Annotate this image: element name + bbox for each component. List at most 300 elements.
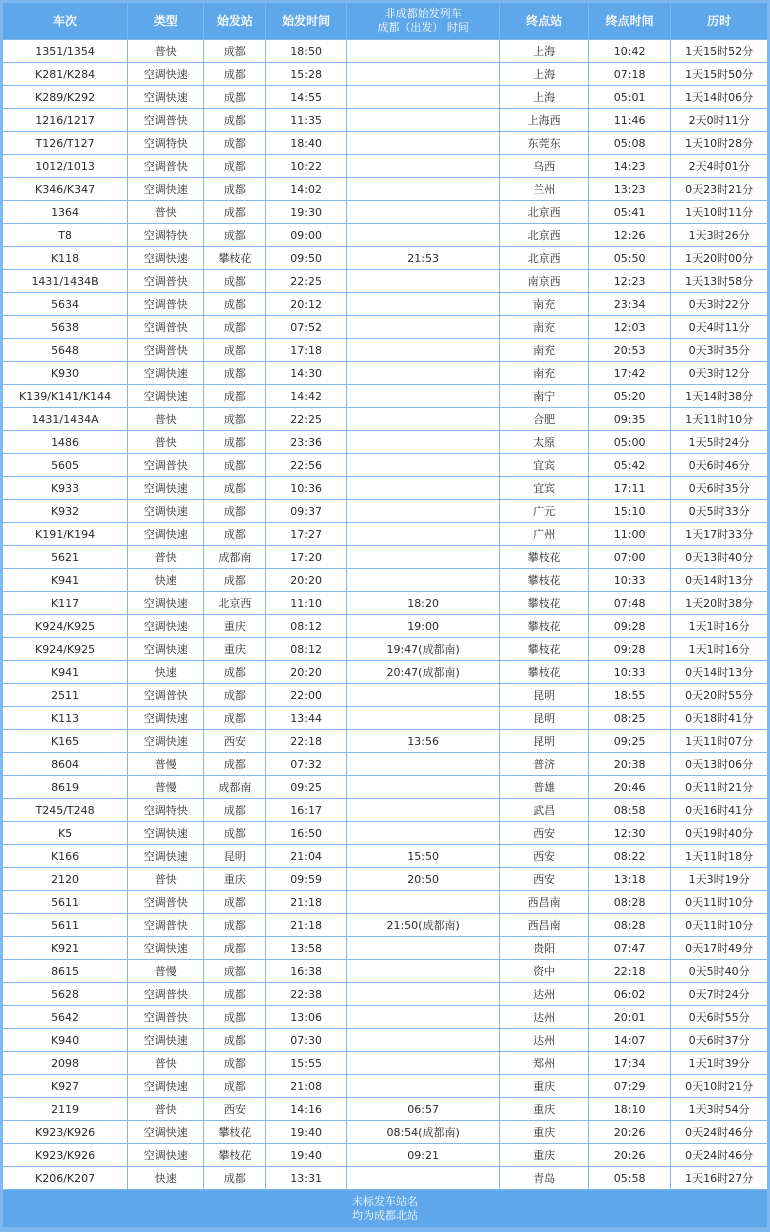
cell-depart-time: 16:17 [266, 799, 345, 821]
cell-origin-station: 成都 [204, 408, 265, 430]
cell-chengdu-departure-time: 08:54(成都南) [347, 1121, 500, 1143]
cell-arrive-time: 18:10 [589, 1098, 670, 1120]
table-row [3, 523, 767, 545]
cell-terminal-station: 南充 [500, 293, 588, 315]
cell-chengdu-departure-time [347, 201, 500, 223]
cell-depart-time: 07:30 [266, 1029, 345, 1051]
cell-depart-time: 14:30 [266, 362, 345, 384]
cell-duration: 0天11时10分 [671, 914, 767, 936]
table-row [3, 937, 767, 959]
cell-depart-time: 13:31 [266, 1167, 345, 1189]
cell-terminal-station: 攀枝花 [500, 592, 588, 614]
cell-depart-time: 20:20 [266, 661, 345, 683]
cell-train-number: K346/K347 [3, 178, 127, 200]
col-header-origin: 始发站 [204, 3, 265, 39]
cell-terminal-station: 资中 [500, 960, 588, 982]
cell-train-number: K191/K194 [3, 523, 127, 545]
cell-train-type: 空调普快 [128, 270, 203, 292]
cell-depart-time: 08:12 [266, 615, 345, 637]
cell-depart-time: 16:50 [266, 822, 345, 844]
header-row [3, 3, 767, 39]
cell-train-number: K941 [3, 661, 127, 683]
cell-origin-station: 成都 [204, 454, 265, 476]
table-row [3, 1121, 767, 1143]
cell-depart-time: 18:40 [266, 132, 345, 154]
cell-depart-time: 17:18 [266, 339, 345, 361]
cell-train-number: 2511 [3, 684, 127, 706]
cell-origin-station: 重庆 [204, 868, 265, 890]
cell-arrive-time: 05:42 [589, 454, 670, 476]
cell-terminal-station: 达州 [500, 1006, 588, 1028]
cell-train-number: K930 [3, 362, 127, 384]
cell-duration: 0天23时21分 [671, 178, 767, 200]
cell-depart-time: 09:37 [266, 500, 345, 522]
cell-train-type: 空调快速 [128, 707, 203, 729]
table-row [3, 1167, 767, 1189]
table-row [3, 155, 767, 177]
cell-train-number: 5634 [3, 293, 127, 315]
cell-depart-time: 22:25 [266, 270, 345, 292]
col-header-type: 类型 [128, 3, 203, 39]
cell-train-number: K289/K292 [3, 86, 127, 108]
cell-origin-station: 成都 [204, 339, 265, 361]
cell-arrive-time: 05:50 [589, 247, 670, 269]
cell-train-number: K165 [3, 730, 127, 752]
cell-train-number: T245/T248 [3, 799, 127, 821]
cell-train-type: 空调特快 [128, 799, 203, 821]
cell-train-number: 5605 [3, 454, 127, 476]
cell-arrive-time: 08:22 [589, 845, 670, 867]
cell-chengdu-departure-time [347, 960, 500, 982]
cell-chengdu-departure-time: 09:21 [347, 1144, 500, 1166]
col-header-terminal: 终点站 [500, 3, 588, 39]
cell-arrive-time: 07:48 [589, 592, 670, 614]
table-row [3, 316, 767, 338]
cell-arrive-time: 12:23 [589, 270, 670, 292]
cell-origin-station: 成都 [204, 63, 265, 85]
cell-train-number: K281/K284 [3, 63, 127, 85]
cell-chengdu-departure-time: 15:50 [347, 845, 500, 867]
table-row [3, 1075, 767, 1097]
cell-chengdu-departure-time: 21:53 [347, 247, 500, 269]
cell-train-type: 空调快速 [128, 937, 203, 959]
cell-terminal-station: 昆明 [500, 707, 588, 729]
cell-train-type: 普慢 [128, 753, 203, 775]
cell-train-number: K933 [3, 477, 127, 499]
cell-train-number: K206/K207 [3, 1167, 127, 1189]
cell-origin-station: 成都 [204, 1006, 265, 1028]
table-row [3, 86, 767, 108]
cell-origin-station: 成都 [204, 1029, 265, 1051]
cell-origin-station: 重庆 [204, 615, 265, 637]
table-row [3, 1029, 767, 1051]
cell-train-type: 快速 [128, 661, 203, 683]
table-row [3, 615, 767, 637]
cell-origin-station: 成都 [204, 914, 265, 936]
table-row [3, 247, 767, 269]
cell-chengdu-departure-time: 19:47(成都南) [347, 638, 500, 660]
cell-terminal-station: 宜宾 [500, 454, 588, 476]
cell-chengdu-departure-time: 21:50(成都南) [347, 914, 500, 936]
cell-arrive-time: 12:26 [589, 224, 670, 246]
cell-train-number: T8 [3, 224, 127, 246]
cell-depart-time: 20:20 [266, 569, 345, 591]
cell-origin-station: 成都 [204, 983, 265, 1005]
cell-depart-time: 21:04 [266, 845, 345, 867]
cell-train-type: 普快 [128, 546, 203, 568]
cell-duration: 1天3时19分 [671, 868, 767, 890]
table-row [3, 546, 767, 568]
cell-duration: 0天14时13分 [671, 661, 767, 683]
cell-train-type: 空调快速 [128, 523, 203, 545]
cell-terminal-station: 乌西 [500, 155, 588, 177]
cell-duration: 1天3时54分 [671, 1098, 767, 1120]
cell-terminal-station: 北京西 [500, 201, 588, 223]
cell-chengdu-departure-time: 13:56 [347, 730, 500, 752]
cell-arrive-time: 08:28 [589, 891, 670, 913]
col-header-chengdu-departure-line1: 非成都始发列车 [384, 7, 462, 20]
cell-origin-station: 成都 [204, 40, 265, 62]
cell-terminal-station: 上海 [500, 86, 588, 108]
table-row [3, 638, 767, 660]
cell-duration: 0天14时13分 [671, 569, 767, 591]
cell-chengdu-departure-time [347, 569, 500, 591]
cell-train-type: 快速 [128, 569, 203, 591]
cell-duration: 0天13时06分 [671, 753, 767, 775]
cell-train-type: 空调快速 [128, 178, 203, 200]
cell-chengdu-departure-time [347, 546, 500, 568]
cell-train-type: 空调普快 [128, 914, 203, 936]
cell-terminal-station: 攀枝花 [500, 569, 588, 591]
cell-depart-time: 22:38 [266, 983, 345, 1005]
cell-chengdu-departure-time [347, 385, 500, 407]
cell-origin-station: 攀枝花 [204, 1144, 265, 1166]
cell-train-type: 空调快速 [128, 86, 203, 108]
cell-train-type: 空调快速 [128, 1029, 203, 1051]
cell-terminal-station: 上海 [500, 63, 588, 85]
table-row [3, 891, 767, 913]
cell-terminal-station: 西昌南 [500, 891, 588, 913]
table-row [3, 63, 767, 85]
cell-origin-station: 成都 [204, 822, 265, 844]
cell-origin-station: 成都 [204, 132, 265, 154]
cell-depart-time: 17:27 [266, 523, 345, 545]
cell-train-number: K924/K925 [3, 615, 127, 637]
cell-origin-station: 成都 [204, 293, 265, 315]
cell-terminal-station: 南充 [500, 316, 588, 338]
table-row [3, 454, 767, 476]
cell-duration: 1天11时10分 [671, 408, 767, 430]
table-row [3, 385, 767, 407]
cell-terminal-station: 北京西 [500, 247, 588, 269]
cell-arrive-time: 07:47 [589, 937, 670, 959]
cell-chengdu-departure-time [347, 454, 500, 476]
cell-arrive-time: 05:58 [589, 1167, 670, 1189]
timetable-body [3, 40, 767, 1189]
cell-chengdu-departure-time [347, 983, 500, 1005]
cell-train-type: 快速 [128, 1167, 203, 1189]
cell-duration: 1天11时18分 [671, 845, 767, 867]
cell-train-type: 空调快速 [128, 63, 203, 85]
cell-chengdu-departure-time [347, 270, 500, 292]
cell-chengdu-departure-time [347, 316, 500, 338]
table-row [3, 362, 767, 384]
cell-train-number: 5621 [3, 546, 127, 568]
cell-origin-station: 成都 [204, 270, 265, 292]
cell-chengdu-departure-time [347, 86, 500, 108]
cell-terminal-station: 重庆 [500, 1144, 588, 1166]
cell-origin-station: 成都 [204, 684, 265, 706]
table-row [3, 822, 767, 844]
cell-origin-station: 成都 [204, 661, 265, 683]
cell-train-type: 空调普快 [128, 983, 203, 1005]
cell-depart-time: 07:52 [266, 316, 345, 338]
table-row [3, 1006, 767, 1028]
cell-depart-time: 14:55 [266, 86, 345, 108]
cell-train-type: 空调快速 [128, 385, 203, 407]
cell-arrive-time: 11:46 [589, 109, 670, 131]
cell-chengdu-departure-time [347, 799, 500, 821]
cell-origin-station: 攀枝花 [204, 1121, 265, 1143]
cell-origin-station: 成都 [204, 891, 265, 913]
cell-origin-station: 成都 [204, 201, 265, 223]
cell-arrive-time: 18:55 [589, 684, 670, 706]
cell-duration: 1天10时11分 [671, 201, 767, 223]
cell-train-number: K139/K141/K144 [3, 385, 127, 407]
cell-arrive-time: 11:00 [589, 523, 670, 545]
cell-terminal-station: 重庆 [500, 1098, 588, 1120]
table-row [3, 270, 767, 292]
cell-duration: 0天3时35分 [671, 339, 767, 361]
cell-depart-time: 15:28 [266, 63, 345, 85]
cell-arrive-time: 20:26 [589, 1144, 670, 1166]
cell-chengdu-departure-time [347, 1052, 500, 1074]
cell-train-number: K941 [3, 569, 127, 591]
cell-train-type: 普快 [128, 1052, 203, 1074]
cell-train-number: 2098 [3, 1052, 127, 1074]
cell-depart-time: 11:35 [266, 109, 345, 131]
cell-arrive-time: 05:08 [589, 132, 670, 154]
cell-origin-station: 成都 [204, 1075, 265, 1097]
table-row [3, 201, 767, 223]
cell-terminal-station: 南充 [500, 362, 588, 384]
cell-origin-station: 成都 [204, 385, 265, 407]
cell-arrive-time: 20:38 [589, 753, 670, 775]
cell-terminal-station: 广州 [500, 523, 588, 545]
cell-arrive-time: 08:25 [589, 707, 670, 729]
cell-terminal-station: 合肥 [500, 408, 588, 430]
cell-depart-time: 14:02 [266, 178, 345, 200]
cell-train-type: 空调快速 [128, 362, 203, 384]
cell-depart-time: 15:55 [266, 1052, 345, 1074]
table-row [3, 592, 767, 614]
cell-terminal-station: 攀枝花 [500, 638, 588, 660]
table-row [3, 178, 767, 200]
table-row [3, 1098, 767, 1120]
cell-terminal-station: 昆明 [500, 684, 588, 706]
cell-chengdu-departure-time [347, 431, 500, 453]
cell-arrive-time: 20:46 [589, 776, 670, 798]
cell-duration: 0天6时46分 [671, 454, 767, 476]
cell-chengdu-departure-time [347, 178, 500, 200]
cell-depart-time: 09:25 [266, 776, 345, 798]
cell-terminal-station: 攀枝花 [500, 661, 588, 683]
col-header-chengdu-departure [347, 3, 500, 39]
cell-train-number: T126/T127 [3, 132, 127, 154]
table-row [3, 707, 767, 729]
cell-depart-time: 22:18 [266, 730, 345, 752]
cell-arrive-time: 10:33 [589, 569, 670, 591]
cell-depart-time: 22:25 [266, 408, 345, 430]
cell-arrive-time: 20:01 [589, 1006, 670, 1028]
cell-origin-station: 北京西 [204, 592, 265, 614]
cell-terminal-station: 普济 [500, 753, 588, 775]
cell-depart-time: 19:40 [266, 1144, 345, 1166]
cell-depart-time: 07:32 [266, 753, 345, 775]
cell-train-type: 空调普快 [128, 293, 203, 315]
cell-depart-time: 22:00 [266, 684, 345, 706]
table-row [3, 40, 767, 62]
cell-duration: 1天1时39分 [671, 1052, 767, 1074]
cell-duration: 1天15时52分 [671, 40, 767, 62]
cell-terminal-station: 北京西 [500, 224, 588, 246]
cell-duration: 0天13时40分 [671, 546, 767, 568]
col-header-depart: 始发时间 [266, 3, 345, 39]
cell-arrive-time: 09:25 [589, 730, 670, 752]
cell-origin-station: 攀枝花 [204, 247, 265, 269]
cell-depart-time: 14:16 [266, 1098, 345, 1120]
cell-terminal-station: 南充 [500, 339, 588, 361]
cell-train-number: K921 [3, 937, 127, 959]
cell-duration: 0天6时55分 [671, 1006, 767, 1028]
footnote-line1: 未标发车站名 [352, 1194, 418, 1208]
cell-train-number: K118 [3, 247, 127, 269]
cell-train-type: 空调普快 [128, 454, 203, 476]
cell-train-number: K927 [3, 1075, 127, 1097]
footnote-line2: 均为成都北站 [352, 1208, 418, 1222]
cell-train-type: 空调快速 [128, 1075, 203, 1097]
cell-depart-time: 16:38 [266, 960, 345, 982]
cell-arrive-time: 23:34 [589, 293, 670, 315]
cell-train-type: 空调快速 [128, 500, 203, 522]
cell-terminal-station: 太原 [500, 431, 588, 453]
cell-arrive-time: 09:28 [589, 638, 670, 660]
cell-train-type: 普快 [128, 1098, 203, 1120]
cell-origin-station: 西安 [204, 730, 265, 752]
train-timetable [2, 2, 768, 1228]
cell-arrive-time: 13:23 [589, 178, 670, 200]
cell-depart-time: 19:30 [266, 201, 345, 223]
cell-arrive-time: 05:41 [589, 201, 670, 223]
cell-train-type: 普快 [128, 868, 203, 890]
cell-origin-station: 成都 [204, 707, 265, 729]
cell-train-type: 空调特快 [128, 224, 203, 246]
cell-train-type: 空调普快 [128, 891, 203, 913]
cell-arrive-time: 17:34 [589, 1052, 670, 1074]
cell-train-number: 1351/1354 [3, 40, 127, 62]
cell-chengdu-departure-time [347, 1075, 500, 1097]
cell-duration: 0天5时33分 [671, 500, 767, 522]
cell-train-type: 空调普快 [128, 1006, 203, 1028]
table-row [3, 730, 767, 752]
cell-terminal-station: 兰州 [500, 178, 588, 200]
cell-chengdu-departure-time [347, 1167, 500, 1189]
cell-duration: 1天16时27分 [671, 1167, 767, 1189]
cell-chengdu-departure-time [347, 776, 500, 798]
table-row [3, 753, 767, 775]
cell-terminal-station: 普雄 [500, 776, 588, 798]
cell-depart-time: 21:18 [266, 914, 345, 936]
cell-chengdu-departure-time: 20:47(成都南) [347, 661, 500, 683]
footer-row [3, 1190, 767, 1227]
cell-duration: 1天3时26分 [671, 224, 767, 246]
cell-chengdu-departure-time: 20:50 [347, 868, 500, 890]
cell-train-number: 1216/1217 [3, 109, 127, 131]
cell-train-number: K940 [3, 1029, 127, 1051]
cell-origin-station: 成都 [204, 109, 265, 131]
cell-chengdu-departure-time [347, 1029, 500, 1051]
cell-origin-station: 成都 [204, 1167, 265, 1189]
cell-duration: 1天1时16分 [671, 615, 767, 637]
cell-origin-station: 成都南 [204, 776, 265, 798]
cell-chengdu-departure-time [347, 408, 500, 430]
cell-train-number: 5648 [3, 339, 127, 361]
cell-arrive-time: 08:58 [589, 799, 670, 821]
cell-train-type: 空调普快 [128, 155, 203, 177]
cell-origin-station: 成都南 [204, 546, 265, 568]
cell-duration: 1天20时38分 [671, 592, 767, 614]
cell-chengdu-departure-time: 19:00 [347, 615, 500, 637]
cell-terminal-station: 东莞东 [500, 132, 588, 154]
cell-chengdu-departure-time [347, 155, 500, 177]
cell-depart-time: 17:20 [266, 546, 345, 568]
cell-train-number: 8615 [3, 960, 127, 982]
cell-chengdu-departure-time [347, 132, 500, 154]
cell-train-type: 空调特快 [128, 132, 203, 154]
cell-train-number: 1364 [3, 201, 127, 223]
cell-train-number: 1486 [3, 431, 127, 453]
table-row [3, 339, 767, 361]
cell-arrive-time: 20:26 [589, 1121, 670, 1143]
cell-terminal-station: 西安 [500, 868, 588, 890]
cell-chengdu-departure-time [347, 339, 500, 361]
cell-duration: 0天4时11分 [671, 316, 767, 338]
cell-duration: 0天24时46分 [671, 1144, 767, 1166]
cell-arrive-time: 07:29 [589, 1075, 670, 1097]
cell-train-number: K113 [3, 707, 127, 729]
cell-terminal-station: 攀枝花 [500, 615, 588, 637]
cell-duration: 0天6时37分 [671, 1029, 767, 1051]
cell-train-number: 5611 [3, 891, 127, 913]
cell-depart-time: 09:59 [266, 868, 345, 890]
cell-depart-time: 21:18 [266, 891, 345, 913]
cell-terminal-station: 武昌 [500, 799, 588, 821]
cell-duration: 1天14时06分 [671, 86, 767, 108]
table-row [3, 224, 767, 246]
table-row [3, 776, 767, 798]
cell-origin-station: 成都 [204, 477, 265, 499]
cell-origin-station: 重庆 [204, 638, 265, 660]
cell-origin-station: 成都 [204, 431, 265, 453]
cell-depart-time: 18:50 [266, 40, 345, 62]
cell-chengdu-departure-time: 06:57 [347, 1098, 500, 1120]
cell-depart-time: 08:12 [266, 638, 345, 660]
cell-duration: 1天15时50分 [671, 63, 767, 85]
cell-duration: 0天3时12分 [671, 362, 767, 384]
cell-arrive-time: 09:35 [589, 408, 670, 430]
cell-duration: 2天0时11分 [671, 109, 767, 131]
cell-terminal-station: 达州 [500, 983, 588, 1005]
